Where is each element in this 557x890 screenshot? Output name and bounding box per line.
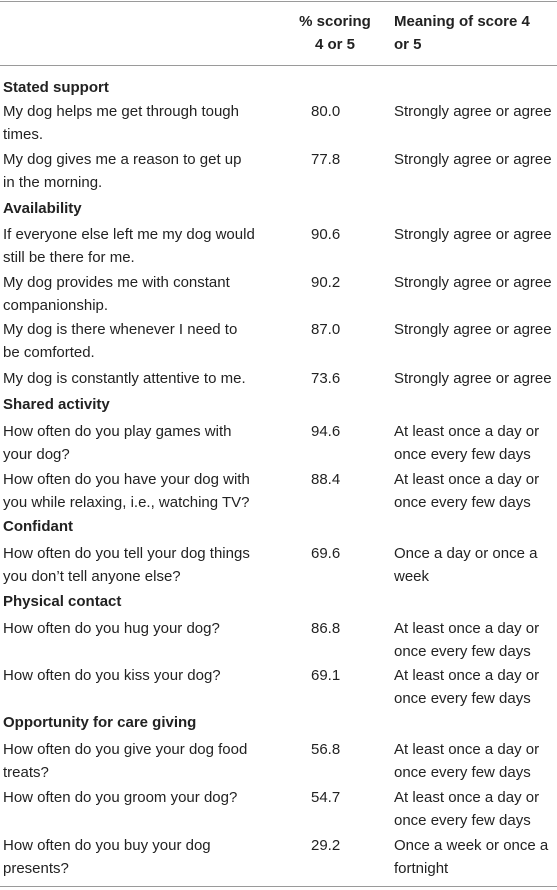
table-header [0, 0, 557, 65]
pct-cell: 73.6 [311, 370, 341, 387]
pct-cell: 69.6 [311, 545, 341, 562]
meaning-cell: At least once a day or once every few days [394, 620, 540, 660]
item-cell: How often do you tell your dog things you don’t tell anyone else? [3, 545, 250, 585]
meaning-cell: At least once a day or once every few days [394, 789, 540, 829]
section-title: Confidant [3, 518, 73, 535]
pct-cell: 54.7 [311, 789, 341, 806]
item-cell: My dog helps me get through tough times. [3, 103, 239, 143]
meaning-cell: Strongly agree or agree [394, 151, 552, 168]
header-pct [290, 10, 380, 56]
pct-cell: 29.2 [311, 837, 341, 854]
header-pct-line2: 4 or 5 [314, 36, 356, 53]
meaning-cell: Strongly agree or agree [394, 103, 552, 120]
item-cell: How often do you buy your dog presents? [3, 837, 211, 877]
meaning-cell: Strongly agree or agree [394, 226, 552, 243]
meaning-cell: At least once a day or once every few days [394, 423, 540, 463]
header-rule [0, 65, 557, 66]
meaning-cell: At least once a day or once every few days [394, 667, 540, 707]
pct-cell: 90.6 [311, 226, 341, 243]
header-meaning [394, 10, 556, 56]
item-cell: How often do you have your dog with you while relaxing, i.e., watching TV? [3, 471, 250, 511]
pct-cell: 90.2 [311, 274, 341, 291]
meaning-cell: At least once a day or once every few days [394, 741, 540, 781]
header-meaning-line1: Meaning of score 4 [394, 13, 530, 30]
item-cell: My dog provides me with constant companionship. [3, 274, 230, 314]
header-pct-line1: % scoring [299, 13, 371, 30]
meaning-cell: Strongly agree or agree [394, 370, 552, 387]
pct-cell: 88.4 [311, 471, 341, 488]
item-cell: How often do you play games with your dog? [3, 423, 232, 463]
section-title: Stated support [3, 79, 109, 96]
pct-cell: 94.6 [311, 423, 341, 440]
pct-cell: 80.0 [311, 103, 341, 120]
section-title: Opportunity for care giving [3, 714, 197, 731]
item-cell: How often do you kiss your dog? [3, 667, 221, 684]
header-meaning-line2: or 5 [394, 36, 422, 53]
pct-cell: 86.8 [311, 620, 341, 637]
pct-cell: 56.8 [311, 741, 341, 758]
item-cell: How often do you hug your dog? [3, 620, 220, 637]
section-title: Shared activity [3, 396, 110, 413]
item-cell: If everyone else left me my dog would still be there for me. [3, 226, 255, 266]
item-cell: How often do you give your dog food treats? [3, 741, 248, 781]
pct-cell: 87.0 [311, 321, 341, 338]
meaning-cell: Strongly agree or agree [394, 274, 552, 291]
pct-cell: 77.8 [311, 151, 341, 168]
item-cell: My dog is constantly attentive to me. [3, 370, 246, 387]
pct-cell: 69.1 [311, 667, 341, 684]
meaning-cell: Once a day or once a week [394, 545, 538, 585]
item-cell: My dog gives me a reason to get up in the morning. [3, 151, 242, 191]
item-cell: How often do you groom your dog? [3, 789, 238, 806]
bottom-rule [0, 886, 557, 887]
meaning-cell: Once a week or once a fortnight [394, 837, 549, 877]
item-cell: My dog is there whenever I need to be comforted. [3, 321, 238, 361]
meaning-cell: At least once a day or once every few days [394, 471, 540, 511]
section-title: Availability [3, 200, 82, 217]
meaning-cell: Strongly agree or agree [394, 321, 552, 338]
section-title: Physical contact [3, 593, 122, 610]
